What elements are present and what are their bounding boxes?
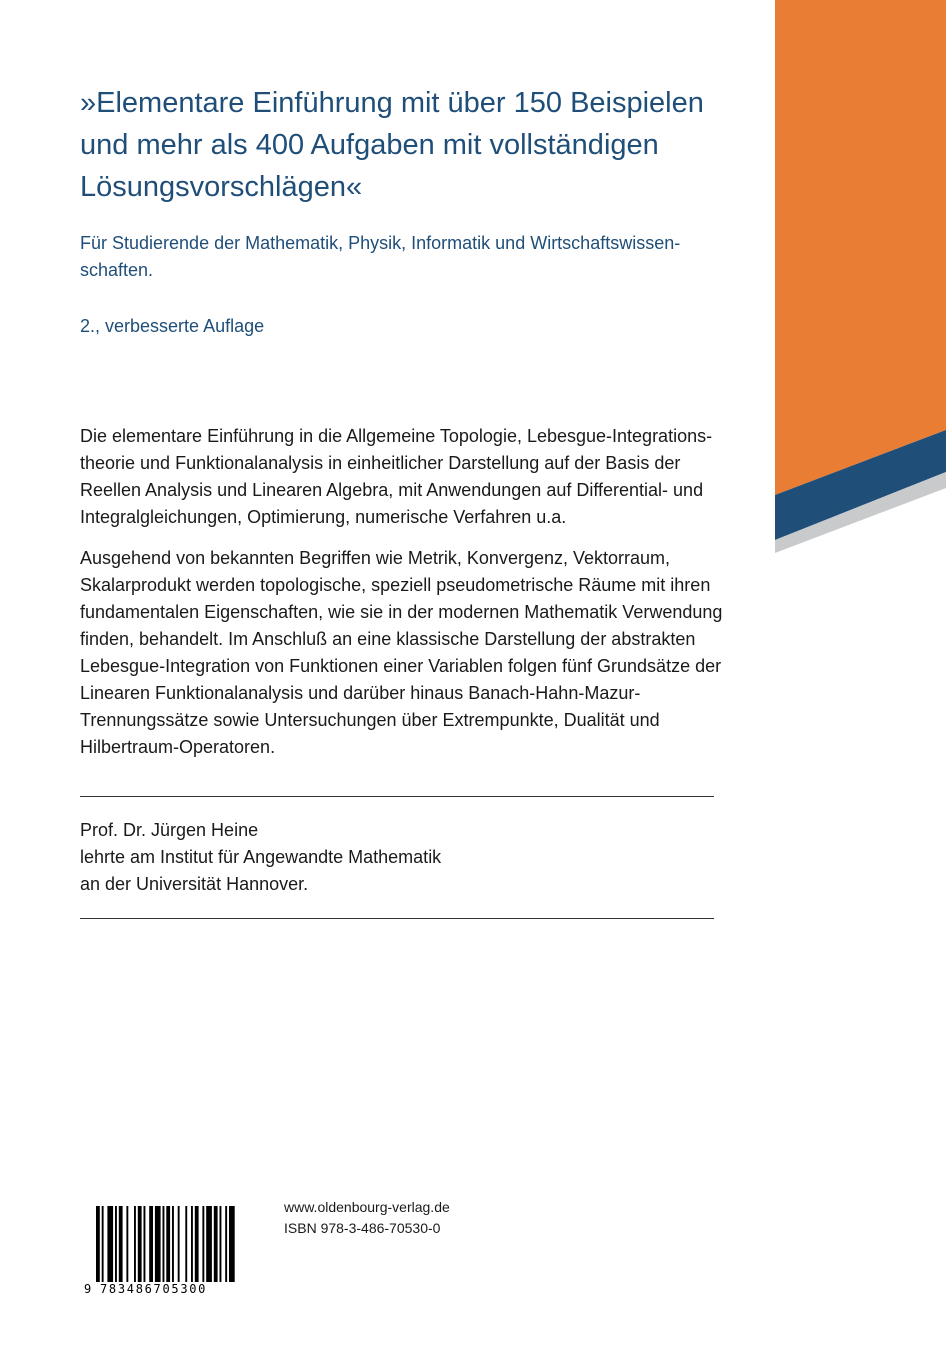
author-bio (80, 817, 441, 898)
description-paragraph-1: Die elementare Einführung in die Allgemeine Topologie, Lebesgue-Integrations-theorie und Funktionalanalysis in einheitlicher Darstellung auf der Basis der Reellen Analysis und Linearen Algebra, mit Anwendungen auf Differential- und Integralgleichungen, Optimierung, numerische Verfahren u.a. (80, 426, 713, 527)
description-paragraph-2: Ausgehend von bekannten Begriffen wie Metrik, Konvergenz, Vektorraum, Skalarprodukt werden topologische, speziell pseudometrische Räume mit ihren fundamentalen Eigenschaften, wie sie in der modernen Mathematik Verwendung finden, behandelt. Im Anschluß an eine klassische Darstellung der abstrakten Lebesgue-Integration von Funktionen einer Variablen folgen fünf Grundsätze der Linearen Funktionalanalysis und darüber hinaus Banach-Hahn-Mazur-Trennungssätze sowie Untersuchungen über Extrempunkte, Dualität und Hilbertraum-Operatoren. (80, 548, 723, 757)
barcode-bar (149, 1206, 153, 1282)
barcode-bar (96, 1206, 100, 1282)
barcode-bar (126, 1206, 128, 1282)
barcode-bar (107, 1206, 113, 1282)
barcode-bar (166, 1206, 170, 1282)
barcode-bar (163, 1206, 165, 1282)
edition-label: 2., verbesserte Auflage (80, 316, 265, 336)
barcode-bar (191, 1206, 193, 1282)
barcode-bar (178, 1206, 180, 1282)
publisher-url[interactable]: www.oldenbourg-verlag.de (284, 1199, 450, 1215)
divider-bottom (80, 918, 714, 919)
author-affiliation: lehrte am Institut für Angewandte Mathematik (80, 847, 442, 867)
audience-line: Für Studierende der Mathematik, Physik, Informatik und Wirtschaftswissen-schaften. (80, 233, 681, 280)
divider-top (80, 796, 714, 797)
barcode-bar (119, 1206, 123, 1282)
author-university: an der Universität Hannover. (80, 874, 309, 894)
barcode-bar (138, 1206, 142, 1282)
barcode-bar (229, 1206, 235, 1282)
publisher-info (284, 1197, 450, 1239)
barcode-bar (185, 1206, 187, 1282)
isbn-number: ISBN 978-3-486-70530-0 (284, 1220, 441, 1236)
barcode-digits: 783486705300 (100, 1282, 208, 1296)
barcode-first-digit: 9 (84, 1282, 92, 1296)
back-cover-headline: »Elementare Einführung mit über 150 Beispielen und mehr als 400 Aufgaben mit vollständigen Lösungsvorschlägen« (80, 87, 704, 203)
author-name: Prof. Dr. Jürgen Heine (80, 820, 259, 840)
barcode-bar (214, 1206, 218, 1282)
barcode-bar (155, 1206, 161, 1282)
barcode-bar (172, 1206, 174, 1282)
barcode-bar (102, 1206, 104, 1282)
barcode-bar (206, 1206, 212, 1282)
barcode-bar (202, 1206, 204, 1282)
orange-band (775, 0, 946, 495)
barcode-bar (144, 1206, 146, 1282)
barcode-bar (134, 1206, 136, 1282)
barcode-bar (115, 1206, 117, 1282)
barcode-bar (225, 1206, 227, 1282)
barcode-bar (195, 1206, 199, 1282)
barcode-bar (220, 1206, 222, 1282)
